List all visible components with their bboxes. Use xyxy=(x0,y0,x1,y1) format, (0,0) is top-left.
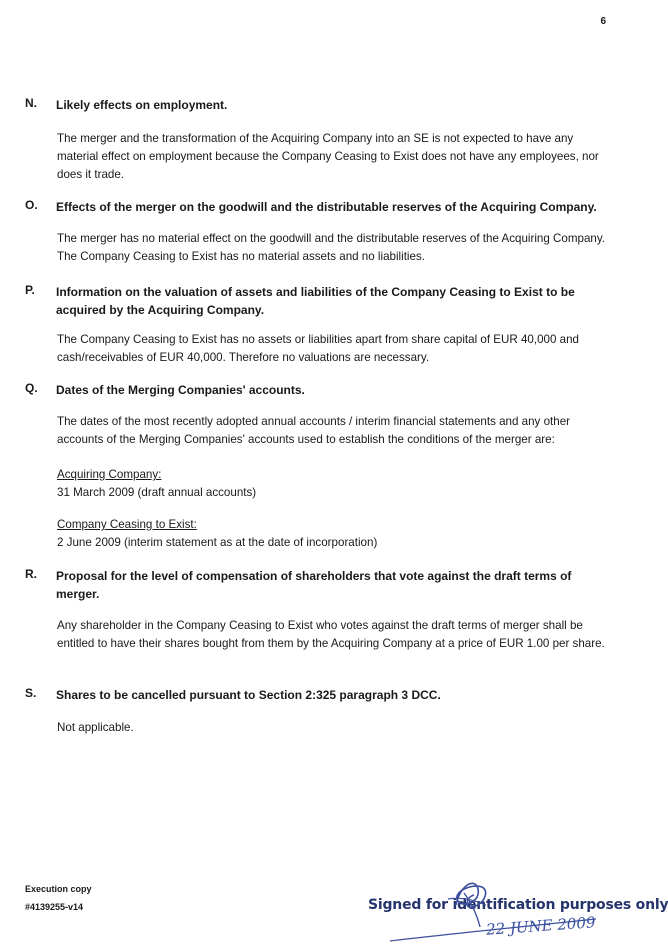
section-body: Any shareholder in the Company Ceasing to Exist who votes against the draft terms of merger shall be entitled to have their shares bought from them by the Acquiring Company at a price of EUR 1.00 per share. xyxy=(57,619,605,650)
section-heading: Likely effects on employment. xyxy=(56,98,228,112)
section-letter: N. xyxy=(25,96,37,110)
section-heading: Dates of the Merging Companies' accounts. xyxy=(56,383,305,397)
section-letter: R. xyxy=(25,567,37,581)
company-ceasing-entry xyxy=(57,516,612,552)
entry-label: Company Ceasing to Exist: xyxy=(57,518,197,531)
document-footer xyxy=(25,880,92,916)
entry-value: 2 June 2009 (interim statement as at the date of incorporation) xyxy=(57,536,378,549)
section-body: The dates of the most recently adopted annual accounts / interim financial statements and any other accounts of the Merging Companies' accounts used to establish the conditions of the merger are: xyxy=(57,415,571,446)
section-body: The merger and the transformation of the Acquiring Company into an SE is not expected to have any material effect on employment because the Company Ceasing to Exist does not have any employees, nor does it trade. xyxy=(57,132,599,181)
section-heading: Information on the valuation of assets and liabilities of the Company Ceasing to Exist to be acquired by the Acquiring Company. xyxy=(56,285,575,317)
section-letter: P. xyxy=(25,283,35,297)
signature-scribble-icon xyxy=(360,875,610,945)
section-letter: S. xyxy=(25,686,37,700)
execution-copy-label: Execution copy xyxy=(25,884,92,894)
section-body: Not applicable. xyxy=(57,721,134,734)
section-body: The Company Ceasing to Exist has no assets or liabilities apart from share capital of EUR 40,000 and cash/receivables of EUR 40,000. Therefore no valuations are necessary. xyxy=(57,333,579,364)
entry-label: Acquiring Company: xyxy=(57,468,162,481)
section-heading: Effects of the merger on the goodwill and the distributable reserves of the Acquiring Company. xyxy=(56,200,597,214)
section-heading: Proposal for the level of compensation of shareholders that vote against the draft terms of merger. xyxy=(56,569,572,601)
stamp-text: Signed for identification purposes only xyxy=(368,897,668,913)
entry-value: 31 March 2009 (draft annual accounts) xyxy=(57,486,257,499)
identification-stamp xyxy=(360,875,668,945)
section-letter: Q. xyxy=(25,381,38,395)
section-heading: Shares to be cancelled pursuant to Section 2:325 paragraph 3 DCC. xyxy=(56,688,441,702)
section-body: The merger has no material effect on the goodwill and the distributable reserves of the Acquiring Company. The Company Ceasing to Exist has no material assets and no liabilities. xyxy=(57,232,606,263)
page-number: 6 xyxy=(600,16,606,27)
acquiring-company-entry xyxy=(57,466,612,502)
document-reference: #4139255-v14 xyxy=(25,902,84,912)
section-letter: O. xyxy=(25,198,38,212)
stamp-date: 22 JUNE 2009 xyxy=(485,913,597,939)
